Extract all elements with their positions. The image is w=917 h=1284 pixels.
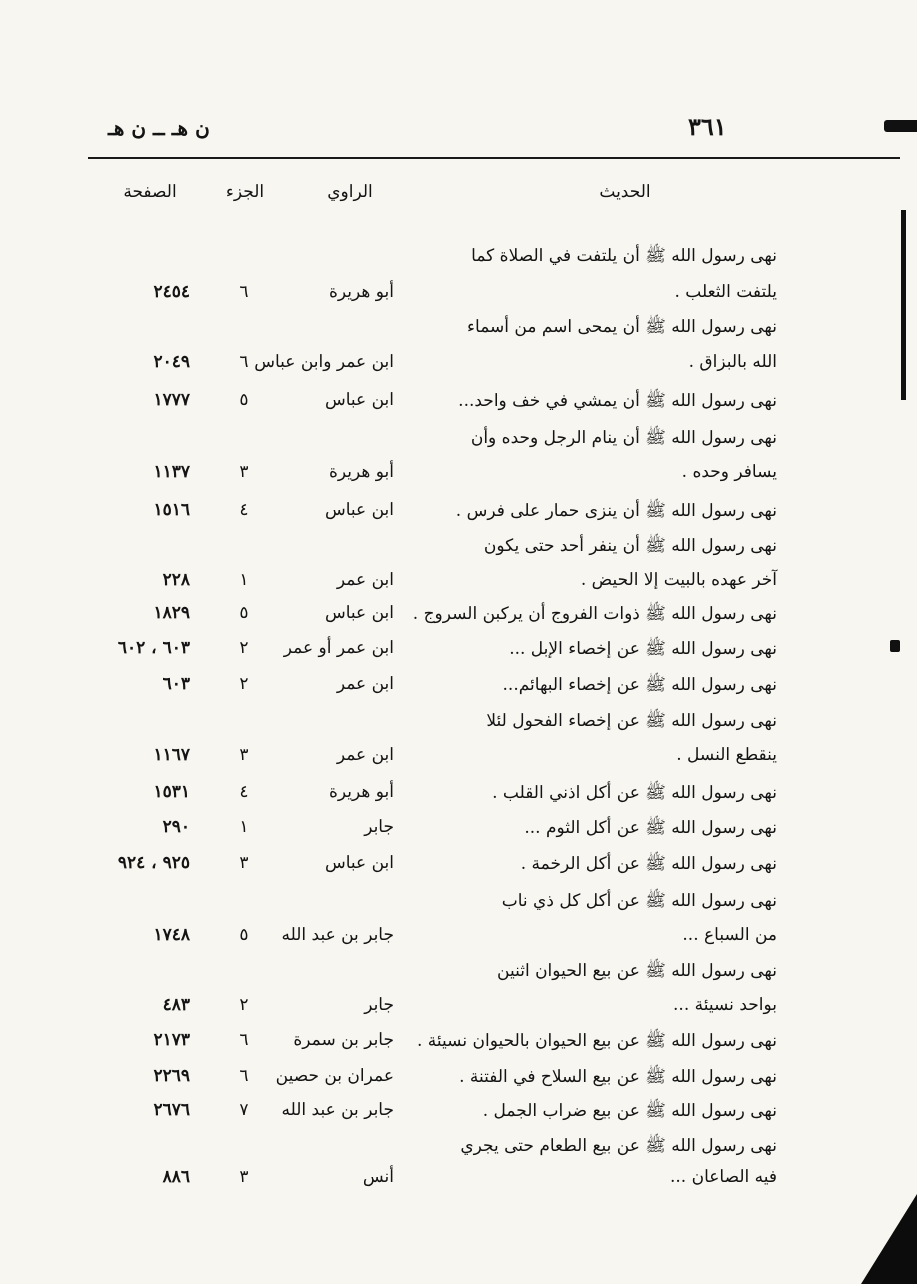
table-row: [0, 316, 917, 346]
narrator: ابن عمر: [336, 674, 394, 694]
hadith-text: نهى رسول الله ﷺ أن يمحى اسم من أسماء: [467, 317, 777, 337]
hadith-text: نهى رسول الله ﷺ عن أكل الثوم ...: [524, 818, 777, 838]
edge-mark-top: [884, 120, 917, 132]
table-row: [0, 925, 917, 955]
narrator: جابر بن عبد الله: [281, 1100, 394, 1120]
narrator: جابر بن سمرة: [293, 1030, 394, 1050]
volume: ١: [239, 817, 249, 837]
page-ref: ٢٤٥٤: [153, 282, 190, 302]
narrator: أبو هريرة: [328, 282, 394, 302]
hadith-text: نهى رسول الله ﷺ عن بيع السلاح في الفتنة .: [459, 1067, 777, 1087]
volume: ١: [239, 570, 249, 590]
page-ref: ١٥١٦: [153, 500, 190, 520]
narrator: جابر: [364, 995, 394, 1015]
narrator: ابن عمر: [336, 745, 394, 765]
volume: ٤: [239, 782, 249, 802]
table-row: [0, 1066, 917, 1096]
hadith-text: نهى رسول الله ﷺ عن بيع الحيوان اثنين: [497, 961, 777, 981]
volume: ٣: [239, 1167, 249, 1187]
narrator: ابن عباس: [324, 500, 394, 520]
table-row: [0, 1030, 917, 1060]
volume: ٧: [239, 1100, 249, 1120]
hadith-text: من السباع ...: [682, 925, 777, 945]
page-ref: ٢٠٤٩: [153, 352, 190, 372]
narrator: جابر بن عبد الله: [281, 925, 394, 945]
hadith-text: فيه الصاعان ...: [669, 1167, 777, 1187]
page-number: ٣٦١: [688, 112, 727, 141]
hadith-text: الله بالبزاق .: [688, 352, 777, 372]
volume: ٦: [239, 1066, 249, 1086]
table-row: [0, 603, 917, 633]
narrator: أبو هريرة: [328, 782, 394, 802]
volume: ٢: [239, 995, 249, 1015]
table-row: [0, 995, 917, 1025]
volume: ٤: [239, 500, 249, 520]
header-rule: [88, 157, 900, 159]
page-ref: ٢٩٠: [162, 817, 190, 837]
page-ref: ٩٢٥ ، ٩٢٤: [117, 853, 190, 873]
page-ref: ٢٦٧٦: [153, 1100, 190, 1120]
page-ref: ٤٨٣: [162, 995, 190, 1015]
page-ref: ١٧٧٧: [153, 390, 190, 410]
hadith-text: نهى رسول الله ﷺ عن إخصاء الفحول لئلا: [486, 711, 777, 731]
volume: ٥: [239, 603, 249, 623]
hadith-text: نهى رسول الله ﷺ أن ينفر أحد حتى يكون: [483, 536, 777, 556]
table-row: [0, 638, 917, 668]
page-ref: ٦٠٣: [162, 674, 190, 694]
table-row: [0, 245, 917, 275]
table-row: [0, 890, 917, 920]
column-header-page: الصفحة: [123, 182, 177, 202]
narrator: ابن عباس: [324, 390, 394, 410]
table-row: [0, 462, 917, 492]
column-header-juz: الجزء: [225, 182, 265, 202]
narrator: ابن عمر أو عمر: [283, 638, 394, 658]
hadith-text: نهى رسول الله ﷺ عن بيع ضراب الجمل .: [482, 1101, 777, 1121]
volume: ٣: [239, 745, 249, 765]
hadith-text: نهى رسول الله ﷺ أن ينام الرجل وحده وأن: [470, 428, 777, 448]
page-ref: ١٨٢٩: [153, 603, 190, 623]
volume: ٥: [239, 390, 249, 410]
running-head: ن هـ ــ ن هـ: [108, 116, 210, 140]
volume: ٢: [239, 638, 249, 658]
hadith-text: نهى رسول الله ﷺ ذوات الفروج أن يركبن السروج .: [412, 604, 777, 624]
table-row: [0, 390, 917, 420]
hadith-text: ينقطع النسل .: [676, 745, 777, 765]
hadith-text: نهى رسول الله ﷺ أن ينزى حمار على فرس .: [455, 501, 777, 521]
table-row: [0, 535, 917, 565]
hadith-text: نهى رسول الله ﷺ عن إخصاء البهائم...: [502, 675, 777, 695]
page-ref: ١٧٤٨: [153, 925, 190, 945]
table-row: [0, 282, 917, 312]
table-row: [0, 674, 917, 704]
hadith-text: نهى رسول الله ﷺ عن أكل كل ذي ناب: [501, 891, 777, 911]
hadith-text: بواحد نسيئة ...: [673, 995, 777, 1015]
table-row: [0, 782, 917, 812]
table-row: [0, 710, 917, 740]
hadith-text: نهى رسول الله ﷺ عن أكل الرخمة .: [520, 854, 777, 874]
hadith-text: نهى رسول الله ﷺ عن بيع الطعام حتى يجري: [460, 1136, 777, 1156]
narrator: أبو هريرة: [328, 462, 394, 482]
hadith-text: نهى رسول الله ﷺ عن بيع الحيوان بالحيوان نسيئة .: [417, 1031, 777, 1051]
hadith-text: يسافر وحده .: [681, 462, 777, 482]
table-row: [0, 1135, 917, 1165]
page-ref: ٢٢٦٩: [153, 1066, 190, 1086]
table-row: [0, 570, 917, 600]
table-row: [0, 427, 917, 457]
table-row: [0, 352, 917, 382]
hadith-text: يلتفت الثعلب .: [674, 282, 777, 302]
table-row: [0, 500, 917, 530]
page-ref: ٢٢٨: [162, 570, 190, 590]
narrator: ابن عباس: [324, 853, 394, 873]
hadith-text: آخر عهده بالبيت إلا الحيض .: [580, 570, 777, 590]
volume: ٦: [239, 1030, 249, 1050]
narrator: ابن عمر وابن عباس: [254, 352, 394, 372]
hadith-text: نهى رسول الله ﷺ أن يمشي في خف واحد...: [458, 391, 777, 411]
volume: ٣: [239, 853, 249, 873]
volume: ٦: [239, 282, 249, 302]
narrator: عمران بن حصين: [275, 1066, 394, 1086]
narrator: جابر: [364, 817, 394, 837]
page-ref: ١١٣٧: [153, 462, 190, 482]
table-row: [0, 745, 917, 775]
hadith-text: نهى رسول الله ﷺ عن إخصاء الإبل ...: [509, 639, 777, 659]
page-ref: ١٥٣١: [153, 782, 190, 802]
volume: ٣: [239, 462, 249, 482]
narrator: أنس: [362, 1167, 394, 1187]
page-ref: ٦٠٣ ، ٦٠٢: [117, 638, 190, 658]
table-row: [0, 1100, 917, 1130]
volume: ٥: [239, 925, 249, 945]
narrator: ابن عمر: [336, 570, 394, 590]
column-header-rawi: الراوي: [327, 182, 373, 202]
page-ref: ١١٦٧: [153, 745, 190, 765]
table-row: [0, 960, 917, 990]
narrator: ابن عباس: [324, 603, 394, 623]
table-row: [0, 1167, 917, 1197]
volume: ٦: [239, 352, 249, 372]
corner-shadow: [861, 1194, 917, 1284]
page-ref: ٢١٧٣: [153, 1030, 190, 1050]
hadith-text: نهى رسول الله ﷺ أن يلتفت في الصلاة كما: [471, 246, 777, 266]
hadith-text: نهى رسول الله ﷺ عن أكل اذني القلب .: [492, 783, 777, 803]
volume: ٢: [239, 674, 249, 694]
page-ref: ٨٨٦: [162, 1167, 190, 1187]
column-header-hadith: الحديث: [599, 182, 651, 202]
table-row: [0, 817, 917, 847]
table-row: [0, 853, 917, 883]
